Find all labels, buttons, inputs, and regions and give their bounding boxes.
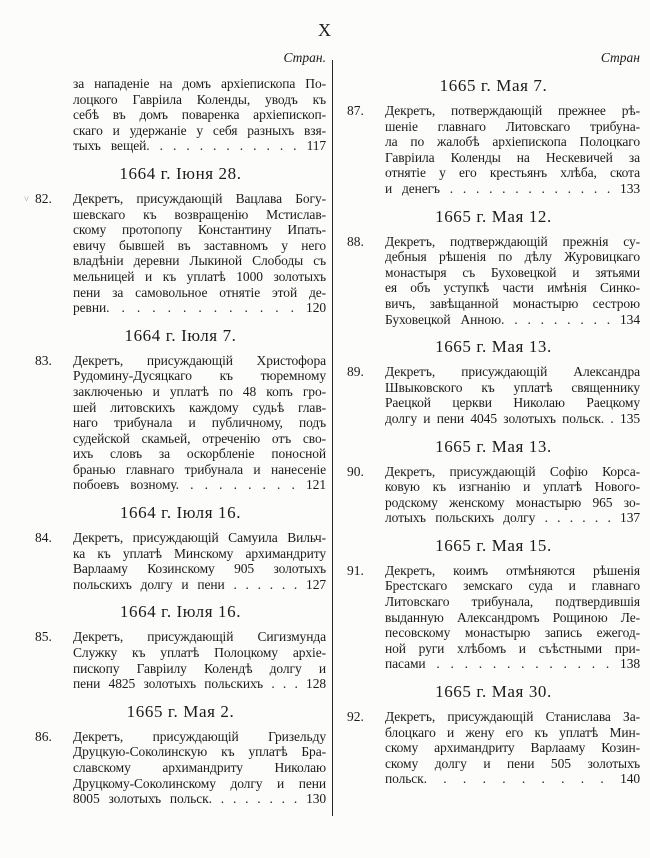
entry-text: пени 4825 золотыхъ польскихъ — [73, 676, 264, 692]
entry-body — [385, 364, 640, 426]
entry-body — [73, 76, 326, 154]
toc-entry — [35, 353, 326, 493]
entry-text-line: Раецкой церкви Николаю Раецкому — [385, 395, 640, 411]
entry-text-line: ковую къ изгнанію и уплатѣ Нового- — [385, 479, 640, 495]
entry-text: пасами — [385, 656, 426, 672]
entry-number: 83. — [35, 352, 52, 368]
entry-text-line: ея объ уступкѣ части имѣнія Синко- — [385, 280, 640, 296]
leader-dots: . . . . . . . . . . . . . — [436, 656, 610, 672]
handwritten-check-mark: ˅ — [24, 193, 30, 204]
entry-text-line: Декретъ, присуждающій Гризельду — [73, 728, 326, 744]
entry-text-line: ка къ уплатѣ Минскому архимандриту — [73, 545, 326, 561]
toc-entry — [24, 190, 326, 316]
entry-text-line — [73, 477, 326, 493]
entry-text-line — [385, 181, 640, 197]
entry-text-line — [73, 791, 326, 807]
entry-text-line — [73, 300, 326, 316]
entry-text-line: выданную Александромъ Рощиною Ле- — [385, 609, 640, 625]
entry-body — [385, 103, 640, 197]
date-heading: 1665 г. Мая 13. — [435, 337, 552, 357]
entry-number: 90. — [347, 463, 364, 479]
entry-body — [385, 234, 640, 328]
toc-entry — [347, 234, 640, 328]
date-heading: 1664 г. Іюля 7. — [124, 325, 237, 345]
entry-text-line: Брестскаго земскаго суда и главнаго — [385, 578, 640, 594]
leader-dots: . . . . . . . . . . . . — [121, 300, 294, 316]
entry-text-line: песовскому монастырю запись ежегод- — [385, 625, 640, 641]
date-heading: 1665 г. Мая 15. — [435, 535, 552, 555]
page-ref: 128 — [306, 676, 326, 692]
entry-number: ˅ 82. — [24, 190, 52, 206]
entry-body — [73, 191, 326, 316]
entry-text-line: Декретъ, присуждающій Самуила Вильч- — [73, 530, 326, 546]
page-ref: 140 — [620, 771, 641, 787]
toc-column-left — [24, 50, 327, 807]
entry-body — [73, 530, 326, 592]
entry-text-line — [385, 510, 640, 526]
entry-text-line: евичу бывшей въ заставномъ у него — [73, 237, 326, 253]
entry-body — [385, 709, 640, 787]
entry-text: ревни. — [73, 300, 110, 316]
entry-text-line: ихъ словъ за оскорбленіе поносной — [73, 446, 326, 462]
entry-text-line — [385, 312, 640, 328]
entry-body — [73, 629, 326, 691]
date-heading: 1664 г. Іюня 28. — [119, 163, 242, 183]
entry-text-line: Литовскаго трибунала, подтвердившія — [385, 594, 640, 610]
entry-text-line: Друцкому-Соколинскому долгу и пени — [73, 775, 326, 791]
entry-number: 86. — [35, 728, 52, 744]
date-heading: 1665 г. Мая 30. — [435, 682, 552, 702]
toc-entry — [347, 709, 640, 787]
entry-text: долгу и пени 4045 золотыхъ польск. . — [385, 410, 614, 426]
page-ref: 133 — [620, 180, 640, 196]
entry-text-line: мельницей и къ уплатѣ 1000 золотыхъ — [73, 268, 326, 284]
entry-body — [73, 353, 326, 493]
page-ref: 120 — [306, 300, 326, 316]
entry-text: лотыхъ польскихъ долгу — [385, 510, 536, 526]
entry-text: и денегъ — [385, 180, 440, 196]
entry-text-line: Декретъ, присуждающій Сигизмунда — [73, 629, 326, 645]
page-ref: 137 — [620, 510, 640, 526]
leader-dots: . . . . . . — [233, 576, 298, 592]
entry-text-line: вичъ, завѣщанной монастырю сестрою — [385, 295, 640, 311]
page-ref: 134 — [620, 311, 640, 327]
entry-text-line: Варлааму Козинскому 905 золотыхъ — [73, 561, 326, 577]
page-column-label: Стран — [600, 50, 640, 65]
entry-text: Буховецкой Анною. — [385, 311, 505, 327]
page-ref: 121 — [306, 477, 326, 493]
entry-text-line — [385, 771, 640, 787]
entry-text-line: себѣ въ домъ поваренка архіепископ- — [73, 107, 326, 123]
folio-number: X — [318, 20, 332, 40]
entry-text: побоевъ возному. — [73, 477, 179, 493]
entry-body — [385, 464, 640, 526]
leader-dots: . . . . . . — [544, 510, 611, 526]
leader-dots: . . . . . . . . . . . . . — [449, 180, 611, 196]
entry-text-line: Рудомину-Дусяцкаго къ тюремному — [73, 368, 326, 384]
entry-text: польскихъ долгу и пени — [73, 576, 225, 592]
page-ref: 138 — [620, 656, 640, 672]
entry-text-line: бранью главнаго трибунала и нанесеніе — [73, 461, 326, 477]
toc-entry — [35, 729, 326, 807]
page-ref: 117 — [306, 138, 327, 154]
entry-text: польск. — [385, 771, 427, 787]
entry-text-line: Декретъ, присуждающій Софію Корса- — [385, 463, 640, 479]
toc-entry — [347, 563, 640, 672]
entry-text-line: заключенью и уплатѣ по 48 копъ гро- — [73, 383, 326, 399]
entry-text-line — [73, 676, 326, 692]
leader-dots: . . . . . . . . — [514, 311, 611, 327]
entry-text-line: дебныя рѣшенія по дѣлу Журовицкаго — [385, 249, 640, 265]
entry-text-line: скому архимандриту Варлааму Козин- — [385, 740, 640, 756]
entry-text-line: Декретъ, присуждающій Станислава За- — [385, 709, 640, 725]
toc-items-left — [24, 76, 327, 807]
entry-number: 87. — [347, 103, 364, 118]
entry-number: 88. — [347, 233, 364, 249]
entry-text-line — [73, 577, 326, 593]
date-heading: 1665 г. Мая 7. — [439, 76, 548, 95]
toc-entry — [35, 76, 326, 154]
leader-dots: . . . . . . . . . . . — [159, 138, 297, 154]
entry-number: 89. — [347, 364, 364, 380]
entry-text-line: скому протопопу Константину Ипать- — [73, 222, 326, 238]
page-column-label: Стран. — [283, 50, 326, 65]
leader-dots: . . . . . . . — [220, 791, 298, 807]
entry-text-line: славскому архимандриту Николаю — [73, 760, 326, 775]
entry-text-line — [73, 138, 326, 154]
column-divider — [332, 60, 333, 816]
leader-dots: . . . . . . . . — [190, 477, 295, 493]
entry-text-line: монастыря съ Буховецкой и зятьями — [385, 264, 640, 280]
entry-body — [73, 729, 326, 807]
entry-text-line: ла по жалобѣ архіепископа Полоцкаго — [385, 134, 640, 150]
entry-text-line: наго трибунала и публичному, подъ — [73, 415, 326, 431]
date-heading: 1664 г. Іюля 16. — [119, 602, 242, 622]
entry-text-line: блоцкаго и жену его къ уплатѣ Мин- — [385, 724, 640, 740]
entry-text-line — [385, 656, 640, 672]
entry-text: 8005 золотыхъ польск. — [73, 791, 212, 807]
entry-text-line: пископу Гавріилу Колендѣ долгу и — [73, 660, 326, 676]
entry-text-line: Друцкую-Соколинскую къ уплатѣ Бра- — [73, 744, 326, 760]
entry-number: 92. — [347, 709, 364, 725]
page-ref: 135 — [620, 410, 640, 426]
toc-column-right — [347, 50, 640, 787]
entry-text-line: шеніе главнаго Литовскаго трибуна- — [385, 118, 640, 134]
entry-text-line: Гавріила Коленды на Нескевичей за — [385, 149, 640, 165]
entry-number: 91. — [347, 562, 364, 578]
entry-text-line: пени за самовольное отнятіе этой де- — [73, 284, 326, 300]
entry-text-line — [385, 411, 640, 427]
entry-text-line: отнятіе у его крестьянъ хлѣба, скота — [385, 165, 640, 181]
entry-text-line: Декретъ, подтверждающій прежнія су- — [385, 233, 640, 249]
toc-entry — [35, 530, 326, 592]
entry-text-line: за нападеніе на домъ архіепископа По- — [73, 76, 326, 91]
toc-entry — [347, 103, 640, 197]
entry-text-line: родскому женскому монастырю 965 зо- — [385, 494, 640, 510]
entry-number: 84. — [35, 530, 52, 546]
entry-text-line: Швыковского къ уплатѣ священнику — [385, 379, 640, 395]
entry-text: тыхъ вещей. — [73, 138, 150, 154]
date-heading: 1665 г. Мая 13. — [435, 436, 552, 456]
page-ref: 127 — [306, 576, 326, 592]
entry-text-line: судейской скамьей, отреченію отъ сво- — [73, 430, 326, 446]
entry-text-line: шей литовскихъ каждому судьѣ глав- — [73, 399, 326, 415]
entry-number: 85. — [35, 629, 52, 645]
entry-body — [385, 563, 640, 672]
toc-entry — [347, 464, 640, 526]
entry-text-line: лоцкого Гавріила Коленды, уводъ къ — [73, 91, 326, 107]
entry-text-line: Служку къ уплатѣ Полоцкому архіе- — [73, 645, 326, 661]
entry-text-line: Декретъ, коимъ отмѣняются рѣшенія — [385, 562, 640, 578]
entry-text-line: владѣніи деревни Лыкиной Слободы съ — [73, 253, 326, 269]
leader-dots: . . . — [271, 676, 298, 692]
date-heading: 1665 г. Мая 12. — [435, 206, 552, 226]
page-ref: 130 — [306, 791, 327, 807]
entry-text-line: ной руги хлѣбомъ и съѣстными при- — [385, 640, 640, 656]
entry-number — [35, 76, 73, 154]
date-heading: 1664 г. Іюля 16. — [119, 503, 242, 523]
entry-text-line: шевскаго къ возвращенію Мстислав- — [73, 206, 326, 222]
toc-entry — [347, 364, 640, 426]
entry-text-line: Декретъ, присуждающій Вацлава Богу- — [73, 190, 326, 206]
toc-entry — [35, 629, 326, 691]
entry-text-line: Декретъ, присуждающій Александра — [385, 364, 640, 380]
entry-text-line: скому долгу и пени 505 золотыхъ — [385, 755, 640, 771]
entry-text-line: Декретъ, присуждающій Христофора — [73, 352, 326, 368]
entry-text-line: скаго и удержаніе у себя разныхъ взя- — [73, 122, 326, 138]
entry-text-line: Декретъ, потверждающій прежнее рѣ- — [385, 103, 640, 118]
date-heading: 1665 г. Мая 2. — [126, 701, 235, 721]
leader-dots: . . . . . . . . . — [443, 771, 604, 787]
toc-items-right — [347, 76, 640, 787]
